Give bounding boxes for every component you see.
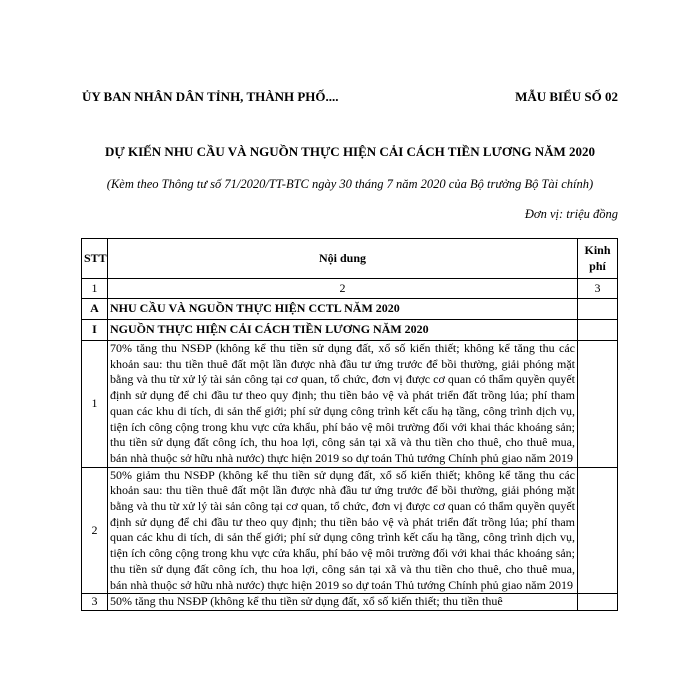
- row-content: NHU CẦU VÀ NGUỒN THỰC HIỆN CCTL NĂM 2020: [108, 299, 578, 320]
- row-content: 70% tăng thu NSĐP (không kể thu tiền sử dụng đất, xổ số kiến thiết; không kể tăng thu các khoản sau: thu tiền thuê đất một lần được nhà đầu tư ứng trước để bồi thường, giải phóng mặt bằng và thu từ xử lý tài sản công tại cơ quan, tổ chức, đơn vị được cơ quan có thẩm quyền quyết định sử dụng để chi đầu tư theo quy định; thu tiền bảo vệ và phát triển đất trồng lúa; phí tham quan các khu di tích, di sản thế giới; phí sử dụng công trình kết cấu hạ tầng, công trình dịch vụ, tiện ích công cộng trong khu vực cửa khẩu, phí bảo vệ môi trường đối với khai thác khoáng sản; thu tiền sử dụng đất công ích, thu hoa lợi, công sản tại xã và thu tiền cho thuê, cho thuê mua, bán nhà thuộc sở hữu nhà nước) thực hiện 2019 so dự toán Thủ tướng Chính phủ giao năm 2019: [108, 341, 578, 468]
- column-header-content: Nội dung: [108, 239, 578, 279]
- row-fee: [578, 320, 618, 341]
- row-fee: [578, 594, 618, 611]
- row-stt: 1: [82, 341, 108, 468]
- agency-header: ỦY BAN NHÂN DÂN TỈNH, THÀNH PHỐ....: [82, 89, 339, 104]
- index-content: 2: [108, 279, 578, 299]
- index-stt: 1: [82, 279, 108, 299]
- table-row: [82, 594, 618, 611]
- table-row: [82, 341, 618, 468]
- document-subtitle: (Kèm theo Thông tư số 71/2020/TT-BTC ngày 30 tháng 7 năm 2020 của Bộ trưởng Bộ Tài chính): [106, 177, 594, 191]
- document-title: DỰ KIẾN NHU CẦU VÀ NGUỒN THỰC HIỆN CẢI CÁCH TIỀN LƯƠNG NĂM 2020: [104, 144, 596, 159]
- row-fee: [578, 299, 618, 320]
- row-content: 50% tăng thu NSĐP (không kể thu tiền sử dụng đất, xổ số kiến thiết; thu tiền thuê: [108, 594, 578, 611]
- table-row: [82, 467, 618, 594]
- form-number: MẪU BIỂU SỐ 02: [515, 89, 618, 104]
- unit-label: Đơn vị: triệu đồng: [524, 207, 618, 221]
- row-fee: [578, 341, 618, 468]
- column-index-row: [82, 279, 618, 299]
- column-header-stt: STT: [82, 239, 108, 279]
- column-header-fee: Kinh phí: [578, 239, 618, 279]
- table-header-row: [82, 239, 618, 279]
- row-stt: A: [82, 299, 108, 320]
- index-fee: 3: [578, 279, 618, 299]
- table-row: [82, 299, 618, 320]
- row-stt: 3: [82, 594, 108, 611]
- budget-table: [81, 238, 618, 611]
- row-stt: I: [82, 320, 108, 341]
- table-row: [82, 320, 618, 341]
- row-content: 50% giảm thu NSĐP (không kể thu tiền sử dụng đất, xổ số kiến thiết; không kể tăng thu các khoản sau: thu tiền thuê đất một lần được nhà đầu tư ứng trước để bồi thường, giải phóng mặt bằng và thu từ xử lý tài sản công tại cơ quan, tổ chức, đơn vị được cơ quan có thẩm quyền quyết định sử dụng để chi đầu tư theo quy định; thu tiền bảo vệ và phát triển đất trồng lúa; phí tham quan các khu di tích, di sản thế giới; phí sử dụng công trình kết cấu hạ tầng, công trình dịch vụ, tiện ích công cộng trong khu vực cửa khẩu, phí bảo vệ môi trường đối với khai thác khoáng sản; thu tiền sử dụng đất công ích, thu hoa lợi, công sản tại xã và thu tiền cho thuê, cho thuê mua, bán nhà thuộc sở hữu nhà nước) thực hiện 2019 so dự toán Thủ tướng Chính phủ giao năm 2019: [108, 467, 578, 594]
- row-stt: 2: [82, 467, 108, 594]
- row-fee: [578, 467, 618, 594]
- row-content: NGUỒN THỰC HIỆN CẢI CÁCH TIỀN LƯƠNG NĂM 2020: [108, 320, 578, 341]
